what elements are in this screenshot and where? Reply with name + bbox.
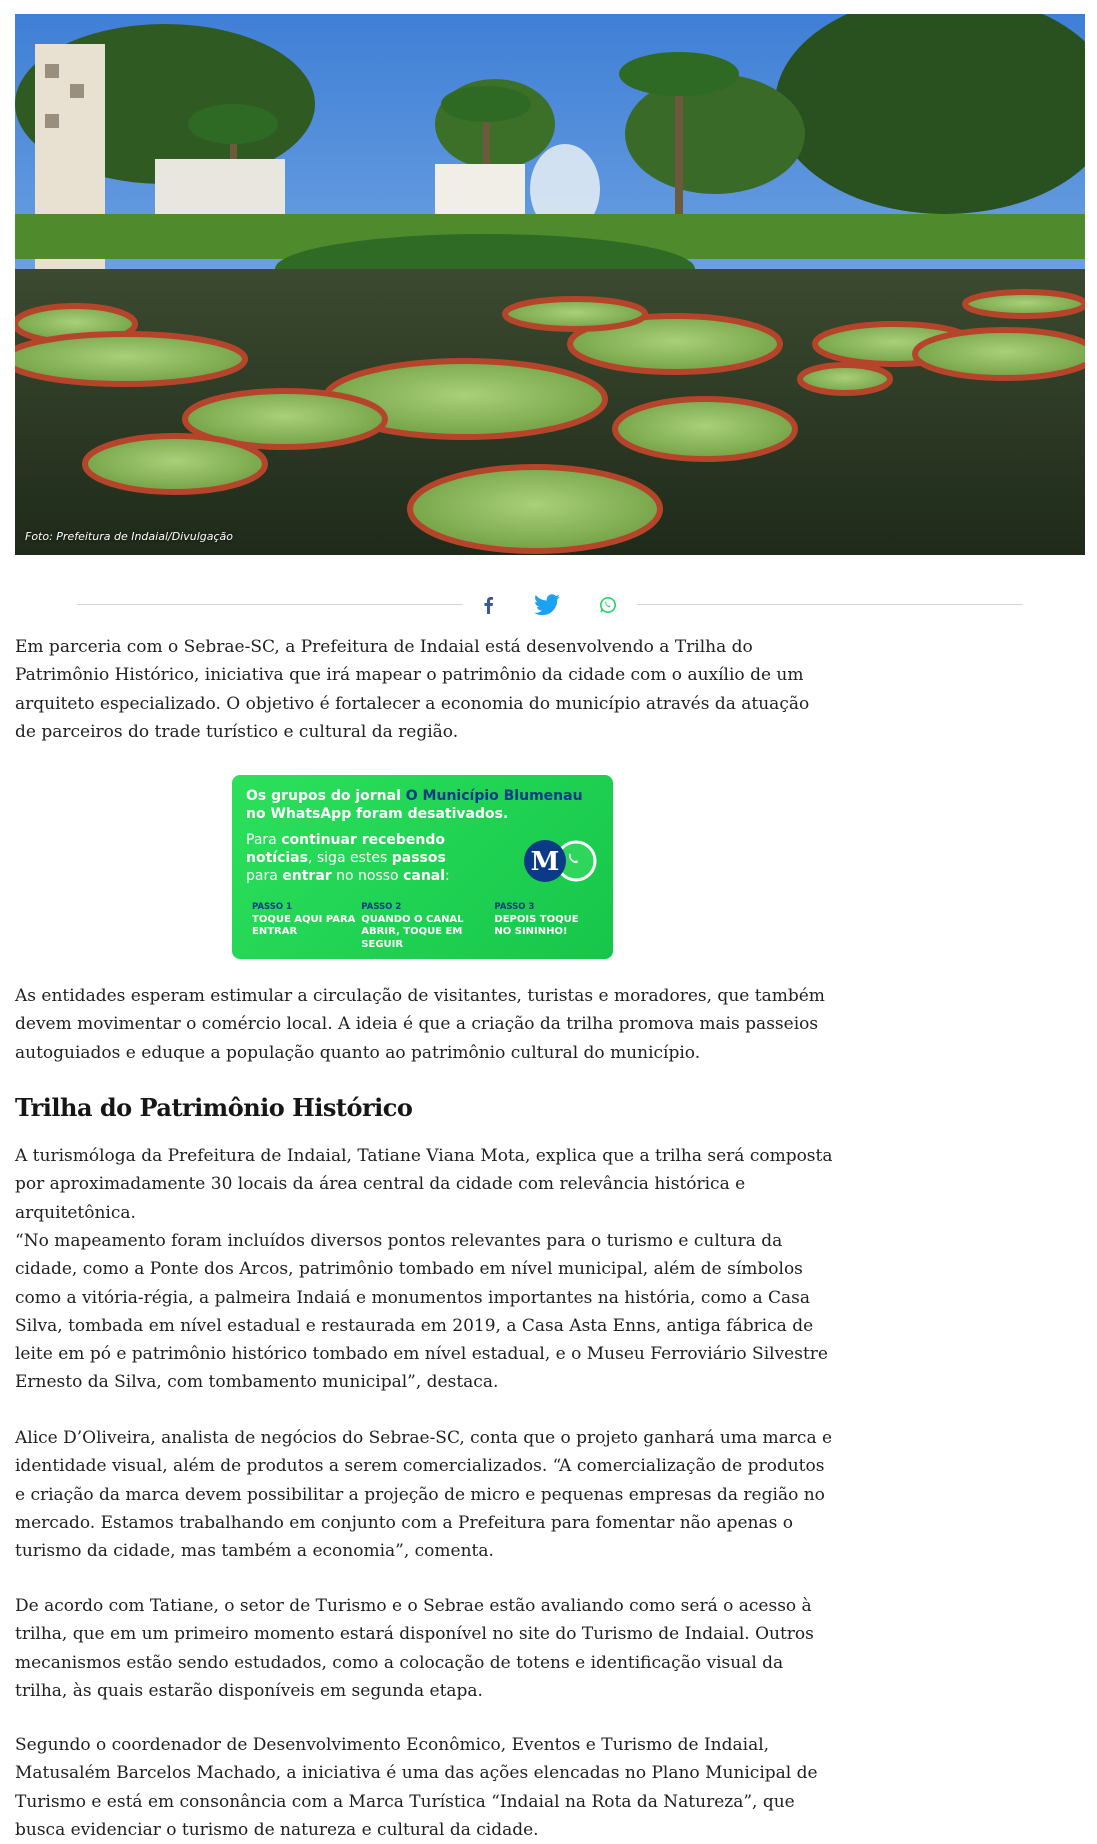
banner-step-2: PASSO 2 QUANDO O CANAL ABRIR, TOQUE EM SEGUIR: [361, 902, 464, 950]
article-paragraph: As entidades esperam estimular a circulação de visitantes, turistas e moradores, que também devem movimentar o comércio local. A ideia é que a criação da trilha promova mais passeios autoguiados e eduque a população quanto ao patrimônio cultural do município.: [15, 986, 825, 1063]
article-paragraph: Segundo o coordenador de Desenvolvimento Econômico, Eventos e Turismo de Indaial, Matusalém Barcelos Machado, a iniciativa é uma das ações elencadas no Plano Municipal de Turismo e está em consonância com a Marca Turística “Indaial na Rota da Natureza”, que busca evidenciar o turismo de natureza e cultural da cidade.: [15, 1735, 818, 1840]
municipio-whatsapp-logo-icon: [518, 832, 598, 896]
banner-brand: O Município Blumenau: [405, 788, 583, 804]
photo-credit: Foto: Prefeitura de Indaial/Divulgação: [25, 530, 234, 543]
banner-instructions: Para continuar recebendo notícias, siga estes passos para entrar no nosso canal:: [246, 832, 450, 884]
banner-headline: Os grupos do jornal O Município Blumenau no WhatsApp foram desativados.: [246, 788, 583, 822]
hero-photo: [15, 14, 1085, 555]
whatsapp-icon[interactable]: [593, 590, 623, 620]
share-divider-right: [637, 604, 1023, 605]
banner-step-1[interactable]: PASSO 1 TOQUE AQUI PARA ENTRAR: [252, 902, 356, 937]
banner-step-3: PASSO 3 DEPOIS TOQUE NO SININHO!: [494, 902, 579, 937]
article-paragraph: Em parceria com o Sebrae-SC, a Prefeitura de Indaial está desenvolvendo a Trilha do Patrimônio Histórico, iniciativa que irá mapear o patrimônio da cidade com o auxílio de um arquiteto especializado. O objetivo é fortalecer a economia do município através da atuação de parceiros do trade turístico e cultural da região.: [15, 637, 810, 742]
share-divider-left: [77, 604, 463, 605]
article-paragraph: Alice D’Oliveira, analista de negócios do Sebrae-SC, conta que o projeto ganhará uma marca e identidade visual, além de produtos a serem comercializados. “A comercialização de produtos e criação da marca devem possibilitar a projeção de micro e pequenas empresas da região no mercado. Estamos trabalhando em conjunto com a Prefeitura para fomentar não apenas o turismo da cidade, mas também a economia”, comenta.: [15, 1428, 833, 1562]
park-lily-pond-illustration: [15, 14, 1085, 555]
share-bar: [77, 584, 1023, 624]
banner-steps: [252, 901, 592, 951]
article-paragraph: De acordo com Tatiane, o setor de Turismo e o Sebrae estão avaliando como será o acesso à trilha, que em um primeiro momento estará disponível no site do Turismo de Indaial. Outros mecanismos estão sendo estudados, como a colocação de totens e identificação visual da trilha, às quais estarão disponíveis em segunda etapa.: [15, 1596, 814, 1701]
article-paragraph: “No mapeamento foram incluídos diversos pontos relevantes para o turismo e cultura da cidade, como a Ponte dos Arcos, patrimônio tombado em nível municipal, além de símbolos como a vitória-régia, a palmeira Indaiá e monumentos importantes na história, como a Casa Silva, tombada em nível estadual e restaurada em 2019, a Casa Asta Enns, antiga fábrica de leite em pó e patrimônio histórico tombado em nível estadual, e o Museu Ferroviário Silvestre Ernesto da Silva, com tombamento municipal”, destaca.: [15, 1231, 828, 1393]
section-heading: Trilha do Patrimônio Histórico: [15, 1093, 413, 1122]
article-paragraph: A turismóloga da Prefeitura de Indaial, Tatiane Viana Mota, explica que a trilha será composta por aproximadamente 30 locais da área central da cidade com relevância histórica e arquitetônica.: [15, 1146, 833, 1223]
whatsapp-channel-banner[interactable]: [232, 775, 613, 959]
facebook-icon[interactable]: [473, 590, 503, 620]
logo-letter: M: [530, 847, 560, 877]
twitter-icon[interactable]: [532, 590, 562, 620]
